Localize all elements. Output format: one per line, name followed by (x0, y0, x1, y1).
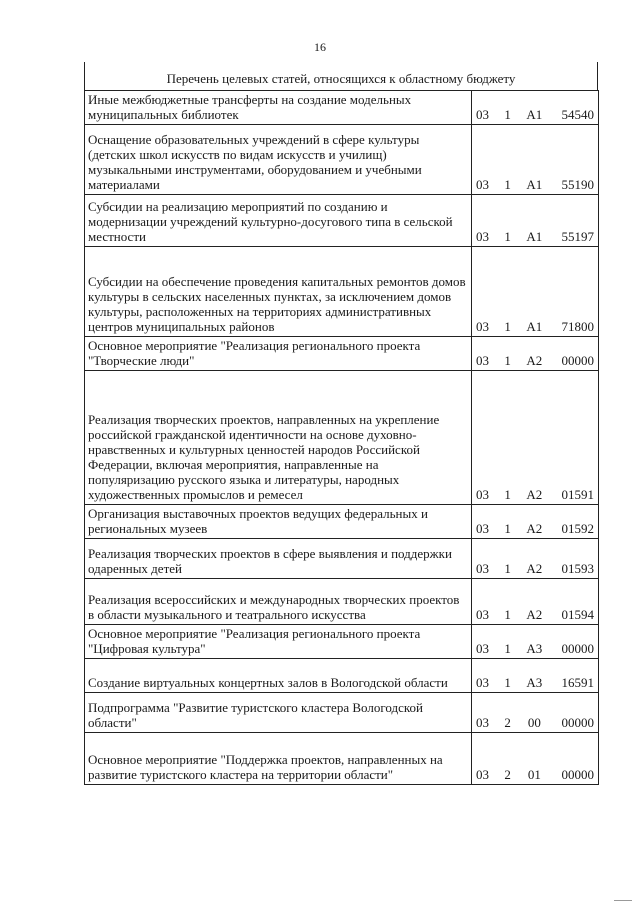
code-part-c4: 00000 (561, 641, 594, 656)
code-part-c1: 03 (476, 767, 489, 782)
code-part-c1: 03 (476, 675, 489, 690)
table-row (85, 125, 599, 195)
code-part-c1: 03 (476, 561, 489, 576)
code-part-c3: A2 (526, 561, 543, 576)
code-part-c4: 00000 (561, 767, 594, 782)
code-part-c2: 1 (504, 521, 511, 536)
code-part-c2: 1 (504, 487, 511, 502)
article-name: Субсидии на обеспечение проведения капитальных ремонтов домов культуры в сельских населенных пунктах, за исключением домов культуры, расположенных на территориях административных центров муниципальных районов (85, 247, 472, 337)
article-code (472, 733, 599, 785)
code-part-c3: A3 (526, 641, 543, 656)
table-row (85, 579, 599, 625)
table-row (85, 247, 599, 337)
code-part-c1: 03 (476, 107, 489, 122)
code-part-c2: 1 (504, 177, 511, 192)
article-code (472, 539, 599, 579)
code-part-c1: 03 (476, 607, 489, 622)
code-part-c3: A2 (526, 487, 543, 502)
code-part-c3: A1 (526, 319, 543, 334)
article-name: Реализация творческих проектов, направленных на укрепление российской гражданской идентичности на основе духовно-нравственных и культурных ценностей народов Российской Федерации, включая мероприятия, направленные на популяризацию русского языка и литературы, народных художественных промыслов и ремесел (85, 371, 472, 505)
table-row (85, 371, 599, 505)
table-row (85, 195, 599, 247)
article-code (472, 337, 599, 371)
code-part-c4: 16591 (561, 675, 594, 690)
code-part-c1: 03 (476, 353, 489, 368)
page-number: 16 (314, 40, 326, 54)
table-row (85, 91, 599, 125)
article-code (472, 371, 599, 505)
article-name: Реализация творческих проектов в сфере выявления и поддержки одаренных детей (85, 539, 472, 579)
code-part-c2: 1 (504, 229, 511, 244)
table-row (85, 659, 599, 693)
code-part-c3: A2 (526, 521, 543, 536)
code-part-c4: 54540 (561, 107, 594, 122)
code-part-c1: 03 (476, 319, 489, 334)
article-name: Подпрограмма "Развитие туристского кластера Вологодской области" (85, 693, 472, 733)
target-articles-table (84, 90, 599, 785)
code-part-c3: A1 (526, 177, 543, 192)
code-part-c3: 01 (527, 767, 541, 782)
table-row (85, 693, 599, 733)
code-part-c3: A1 (526, 107, 543, 122)
code-part-c1: 03 (476, 521, 489, 536)
code-part-c4: 01591 (561, 487, 594, 502)
code-part-c3: 00 (527, 715, 541, 730)
table-row (85, 733, 599, 785)
article-name: Создание виртуальных концертных залов в Вологодской области (85, 659, 472, 693)
article-code (472, 659, 599, 693)
code-part-c1: 03 (476, 641, 489, 656)
table-header: Перечень целевых статей, относящихся к областному бюджету (84, 62, 598, 90)
article-code (472, 125, 599, 195)
budget-table (84, 62, 598, 785)
scan-edge-mark (614, 900, 632, 901)
code-part-c4: 01592 (561, 521, 594, 536)
code-part-c2: 1 (504, 353, 511, 368)
article-name: Организация выставочных проектов ведущих федеральных и региональных музеев (85, 505, 472, 539)
table-row (85, 539, 599, 579)
code-part-c2: 1 (504, 675, 511, 690)
code-part-c4: 55197 (561, 229, 594, 244)
article-name: Иные межбюджетные трансферты на создание модельных муниципальных библиотек (85, 91, 472, 125)
code-part-c4: 00000 (561, 353, 594, 368)
code-part-c4: 01594 (561, 607, 594, 622)
code-part-c4: 00000 (561, 715, 594, 730)
code-part-c2: 2 (504, 715, 511, 730)
code-part-c2: 2 (504, 767, 511, 782)
article-code (472, 625, 599, 659)
article-name: Основное мероприятие "Реализация регионального проекта "Цифровая культура" (85, 625, 472, 659)
article-name: Реализация всероссийских и международных творческих проектов в области музыкального и театрального искусства (85, 579, 472, 625)
code-part-c3: A2 (526, 353, 543, 368)
article-name: Основное мероприятие "Поддержка проектов, направленных на развитие туристского кластера на территории области" (85, 733, 472, 785)
article-name: Субсидии на реализацию мероприятий по созданию и модернизации учреждений культурно-досугового типа в сельской местности (85, 195, 472, 247)
article-code (472, 195, 599, 247)
code-part-c2: 1 (504, 561, 511, 576)
article-name: Основное мероприятие "Реализация регионального проекта "Творческие люди" (85, 337, 472, 371)
code-part-c4: 01593 (561, 561, 594, 576)
code-part-c3: A1 (526, 229, 543, 244)
article-code (472, 247, 599, 337)
article-code (472, 693, 599, 733)
table-row (85, 505, 599, 539)
code-part-c2: 1 (504, 319, 511, 334)
code-part-c4: 71800 (561, 319, 594, 334)
table-row (85, 337, 599, 371)
code-part-c2: 1 (504, 607, 511, 622)
code-part-c2: 1 (504, 641, 511, 656)
code-part-c2: 1 (504, 107, 511, 122)
code-part-c3: A3 (526, 675, 543, 690)
article-code (472, 505, 599, 539)
code-part-c4: 55190 (561, 177, 594, 192)
table-row (85, 625, 599, 659)
code-part-c1: 03 (476, 715, 489, 730)
code-part-c1: 03 (476, 229, 489, 244)
article-code (472, 579, 599, 625)
article-code (472, 91, 599, 125)
code-part-c1: 03 (476, 487, 489, 502)
article-name: Оснащение образовательных учреждений в сфере культуры (детских школ искусств по видам искусств и училищ) музыкальными инструментами, оборудованием и учебными материалами (85, 125, 472, 195)
code-part-c1: 03 (476, 177, 489, 192)
code-part-c3: A2 (526, 607, 543, 622)
